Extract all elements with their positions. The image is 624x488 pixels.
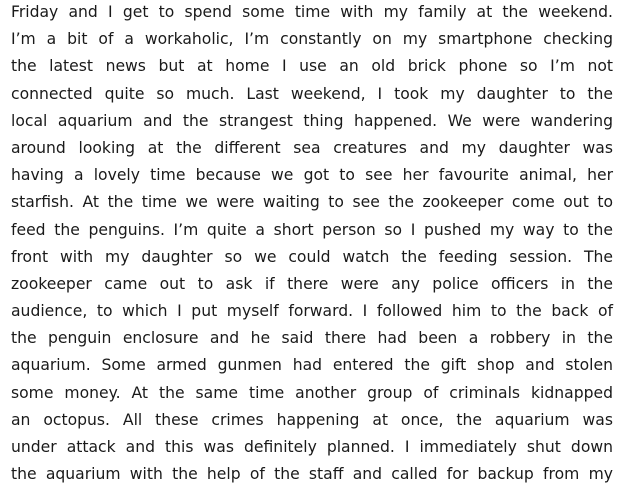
text-line-4: connected quite so much. Last weekend, I took my daughter to the (11, 84, 613, 103)
text-line-6: around looking at the different sea creatures and my daughter was (11, 138, 613, 157)
text-line-3: the latest news but at home I use an old brick phone so I’m not (11, 57, 613, 76)
story-paragraph (11, 0, 613, 488)
text-line-17: under attack and this was definitely planned. I immediately shut down (11, 438, 613, 456)
text-line-2: I’m a bit of a workaholic, I’m constantly on my smartphone checking (11, 30, 613, 49)
text-line-11: zookeeper came out to ask if there were any police officers in the (11, 274, 613, 293)
text-line-9: feed the penguins. I’m quite a short person so I pushed my way to the (11, 220, 613, 239)
text-line-14: aquarium. Some armed gunmen had entered the gift shop and stolen (11, 356, 613, 375)
text-line-1: Friday and I get to spend some time with my family at the weekend. (11, 3, 613, 21)
text-line-16: an octopus. All these crimes happening at once, the aquarium was (11, 410, 613, 429)
text-line-18: the aquarium with the help of the staff and called for backup from my (11, 465, 613, 484)
text-line-8: starfish. At the time we were waiting to see the zookeeper come out to (11, 193, 613, 212)
text-line-12: audience, to which I put myself forward. I followed him to the back of (11, 302, 613, 321)
text-line-15: some money. At the same time another group of criminals kidnapped (11, 383, 613, 402)
text-line-7: having a lovely time because we got to see her favourite animal, her (11, 166, 613, 185)
text-line-13: the penguin enclosure and he said there had been a robbery in the (11, 329, 613, 348)
text-line-5: local aquarium and the strangest thing happened. We were wandering (11, 111, 613, 130)
text-line-10: front with my daughter so we could watch the feeding session. The (11, 247, 613, 266)
